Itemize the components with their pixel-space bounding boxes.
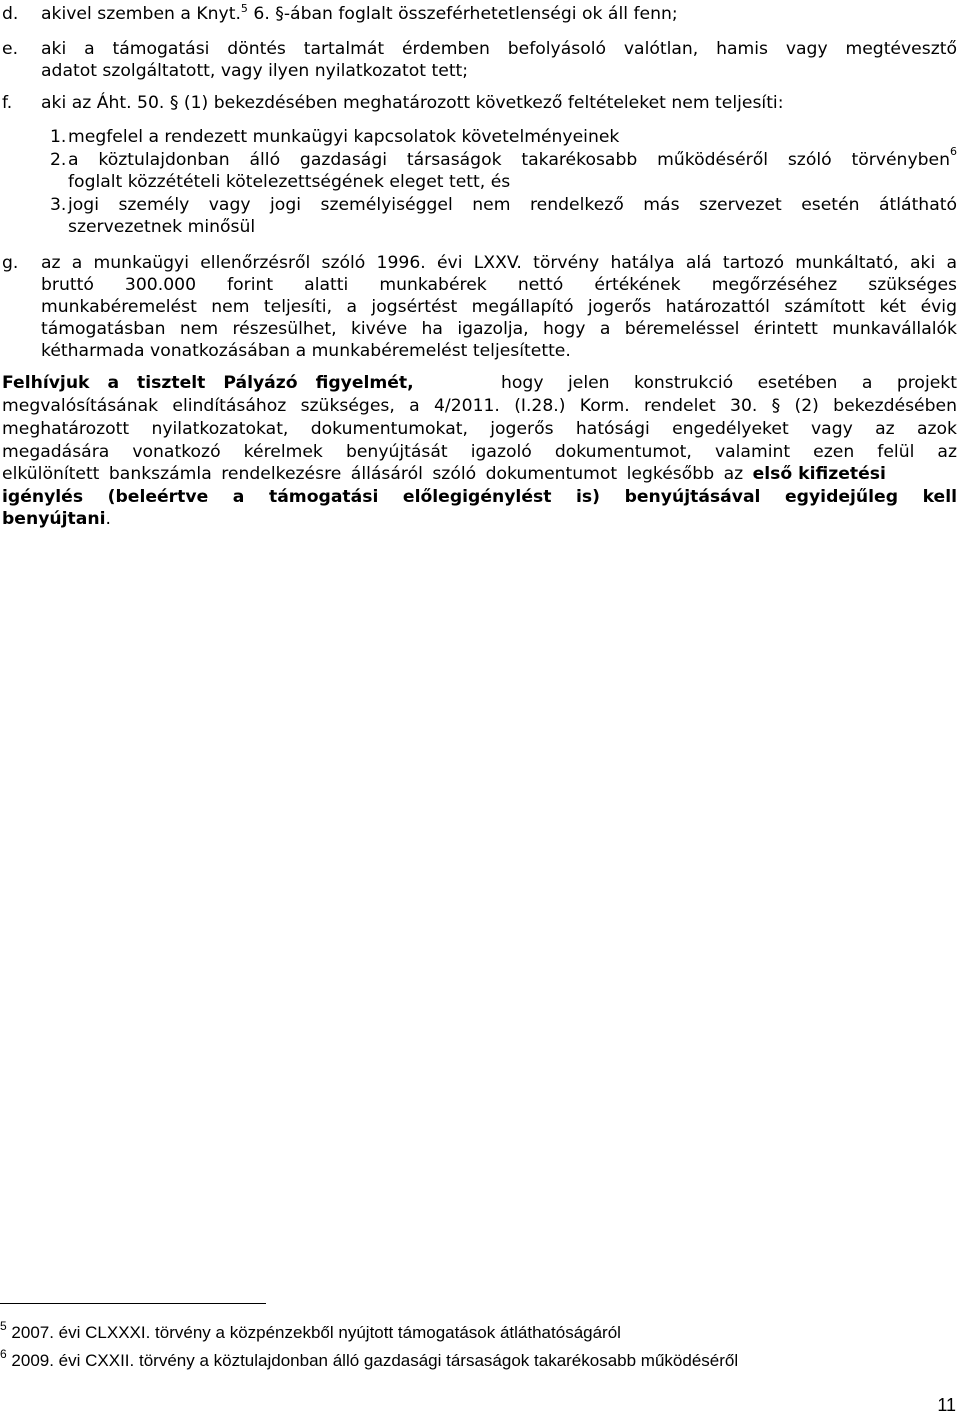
sub-item-2-line2: foglalt közzétételi kötelezettségének eleget tett, és xyxy=(68,172,511,192)
item-e-label: e. xyxy=(2,39,19,59)
sub-item-2-line1 xyxy=(68,149,950,171)
item-g-line2: bruttó 300.000 forint alatti munkabérek nettó értékének megőrzéséhez szükséges xyxy=(41,275,957,295)
item-g-line5: kétharmada vonatkozásában a munkabéremelést teljesítette. xyxy=(41,341,571,361)
item-f-label: f. xyxy=(2,93,13,113)
sub-item-2-line1-text: a köztulajdonban álló gazdasági társaságok takarékosabb működéséről szóló törvényben xyxy=(68,150,950,170)
sub-item-1-text: megfelel a rendezett munkaügyi kapcsolatok követelményeinek xyxy=(68,127,620,147)
item-g-line1: az a munkaügyi ellenőrzésről szóló 1996. évi LXXV. törvény hatálya alá tartozó munkáltató, aki a xyxy=(41,253,957,273)
item-e-line1: aki a támogatási döntés tartalmát érdemben befolyásoló valótlan, hamis vagy megtévesztő xyxy=(41,39,957,59)
page-number: 11 xyxy=(937,1395,956,1415)
notice-line-7: benyújtani. xyxy=(2,509,111,529)
document-page: d. akivel szemben a Knyt.$^5$ 6. §-ában foglalt összeférhetetlenségi ok áll fenn; e. aki a támogatási döntés tartalmát érdemben befolyásoló valótlan, hamis vagy megtévesztő adatot szolgáltatott, vagy ilyen nyilatkozatot tett; f. aki az Áht. 50. § (1) bekezdésében meghatározott következő feltételeket nem teljesíti: 1. megfelel a rendezett munkaügyi kapcsolatok követelményeinek 2. a köztulajdonban álló gazdasági társaságok takarékosabb működéséről szóló törvényben 6 foglalt közzétételi kötelezettségének eleget tett, és 3. jogi személy vagy jogi személyiséggel nem rendelkező más szervezet esetén átlátható szervezetnek minősül g. az a munkaügyi ellenőrzésről szóló 1996. évi LXXV. törvény hatálya alá tartozó munkáltató, aki a bruttó 300.000 forint alatti munkabérek nettó értékének megőrzéséhez szükséges munkabéremelést nem teljesíti, a jogsértést megállapító jogerős határozattól számított két évig támogatásban nem részesülhet, kivéve ha igazolja, hogy a béremeléssel érintett munkavállalók kétharmada vonatkozásában a munkabéremelést teljesítette. Felhívjuk a tisztelt Pályázó figyelmét, hogy jelen konstrukció esetében a projekt megvalósításának elindításához szükséges, a 4/2011. (I.28.) Korm. rendelet 30. § (2) bekezdésében meghatározott nyilatkozatokat, dokumentumokat, jogerős hatósági engedélyeket vagy az azok megadására vonatkozó kérelmek benyújtását igazoló dokumentumot, valamint ezen felül az elkülönített bankszámla rendelkezésre állásáról szóló dokumentumot legkésőbb az első kifizetési igénylés (beleértve a támogatási előlegigénylést is) benyújtásával egyidejűleg kell benyújtani. $^5$ 2007. évi CLXXXI. törvény a közpénzekből nyújtott támogatások átláthatóságáról $^6$ 2009. évi CXXII. törvény a köztulajdonban álló gazdasági társaságok takarékosabb működéséről 11 xyxy=(0,2,957,1415)
sub-item-2-label: 2. xyxy=(50,150,67,170)
item-e-line2: adatot szolgáltatott, vagy ilyen nyilatkozatot tett; xyxy=(41,61,469,81)
notice-line-4: megadására vonatkozó kérelmek benyújtását igazoló dokumentumot, valamint ezen felül az xyxy=(2,442,957,462)
notice-line-6: igénylés (beleértve a támogatási előlegigénylést is) benyújtásával egyidejűleg kell xyxy=(2,487,957,507)
sub-item-3-label: 3. xyxy=(50,195,67,215)
notice-line-1: Felhívjuk a tisztelt Pályázó figyelmét, hogy jelen konstrukció esetében a projekt xyxy=(2,373,957,393)
footnote-6: $^6$ 2009. évi CXXII. törvény a köztulajdonban álló gazdasági társaságok takarékosabb működéséről xyxy=(0,1347,739,1370)
item-g-line3: munkabéremelést nem teljesíti, a jogsértést megállapító jogerős határozattól számított két évig xyxy=(41,297,957,317)
item-d-label: d. xyxy=(2,4,19,24)
notice-emphasis: Felhívjuk a tisztelt Pályázó figyelmét, xyxy=(2,373,414,393)
footnote-separator xyxy=(0,1303,266,1304)
item-d-text: akivel szemben a Knyt.$^5$ 6. §-ában foglalt összeférhetetlenségi ok áll fenn; xyxy=(41,2,678,24)
notice-line-2: megvalósításának elindításához szükséges, a 4/2011. (I.28.) Korm. rendelet 30. § (2) bekezdésében xyxy=(2,396,957,416)
notice-line-5: elkülönített bankszámla rendelkezésre állásáról szóló dokumentumot legkésőbb az első kifizetési xyxy=(2,464,886,484)
sub-item-1-label: 1. xyxy=(50,127,67,147)
notice-line-3: meghatározott nyilatkozatokat, dokumentumokat, jogerős hatósági engedélyeket vagy az azok xyxy=(2,419,957,439)
item-f-text: aki az Áht. 50. § (1) bekezdésében meghatározott következő feltételeket nem teljesíti: xyxy=(41,93,784,113)
sub-item-3-line2: szervezetnek minősül xyxy=(68,217,256,237)
footnote-5: $^5$ 2007. évi CLXXXI. törvény a közpénzekből nyújtott támogatások átláthatóságáról xyxy=(0,1319,621,1342)
item-g-label: g. xyxy=(2,253,19,273)
item-g-line4: támogatásban nem részesülhet, kivéve ha igazolja, hogy a béremeléssel érintett munkavállalók xyxy=(41,319,957,339)
sub-item-3-line1: jogi személy vagy jogi személyiséggel nem rendelkező más szervezet esetén átlátható xyxy=(68,195,957,215)
